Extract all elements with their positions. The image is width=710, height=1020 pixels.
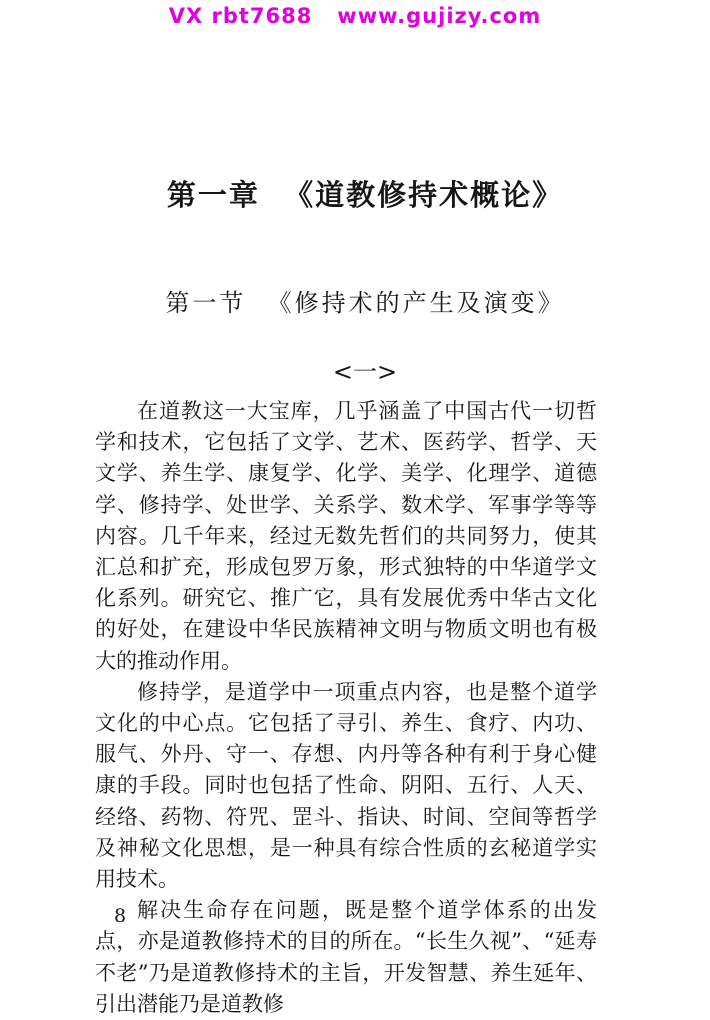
chapter-title: 第一章 《道教修持术概论》 [166,178,564,212]
watermark-text: VX rbt7688 www.gujizy.com [168,4,542,28]
page-number: 8 [114,905,127,927]
subsection-marker: <一> [332,358,398,386]
paragraph: 解决生命存在问题，既是整个道学体系的出发点，亦是道教修持术的目的所在。“长生久视”、“延寿不老”乃是道教修持术的主旨，开发智慧、养生延年、引出潜能乃是道教修 [95,898,597,1016]
paragraph: 在道教这一大宝库，几乎涵盖了中国古代一切哲学和技术，它包括了文学、艺术、医药学、哲学、天文学、养生学、康复学、化学、美学、化理学、道德学、修持学、处世学、关系学、数术学、军事学等等内容。几千年来，经过无数先哲们的共同努力，使其汇总和扩充，形成包罗万象，形式独特的中华道学文化系列。研究它、推广它，具有发展优秀中华古文化的好处，在建设中华民族精神文明与物质文明也有极大的推动作用。 [95,399,597,673]
section-title: 第一节 《修持术的产生及演变》 [165,289,565,317]
body-text [95,396,597,1020]
paragraph: 修持学，是道学中一项重点内容，也是整个道学文化的中心点。它包括了寻引、养生、食疗、内功、服气、外丹、守一、存想、内丹等各种有利于身心健康的手段。同时也包括了性命、阴阳、五行、人天、经络、药物、符咒、罡斗、指诀、时间、空间等哲学及神秘文化思想，是一种具有综合性质的玄秘道学实用技术。 [95,679,597,892]
